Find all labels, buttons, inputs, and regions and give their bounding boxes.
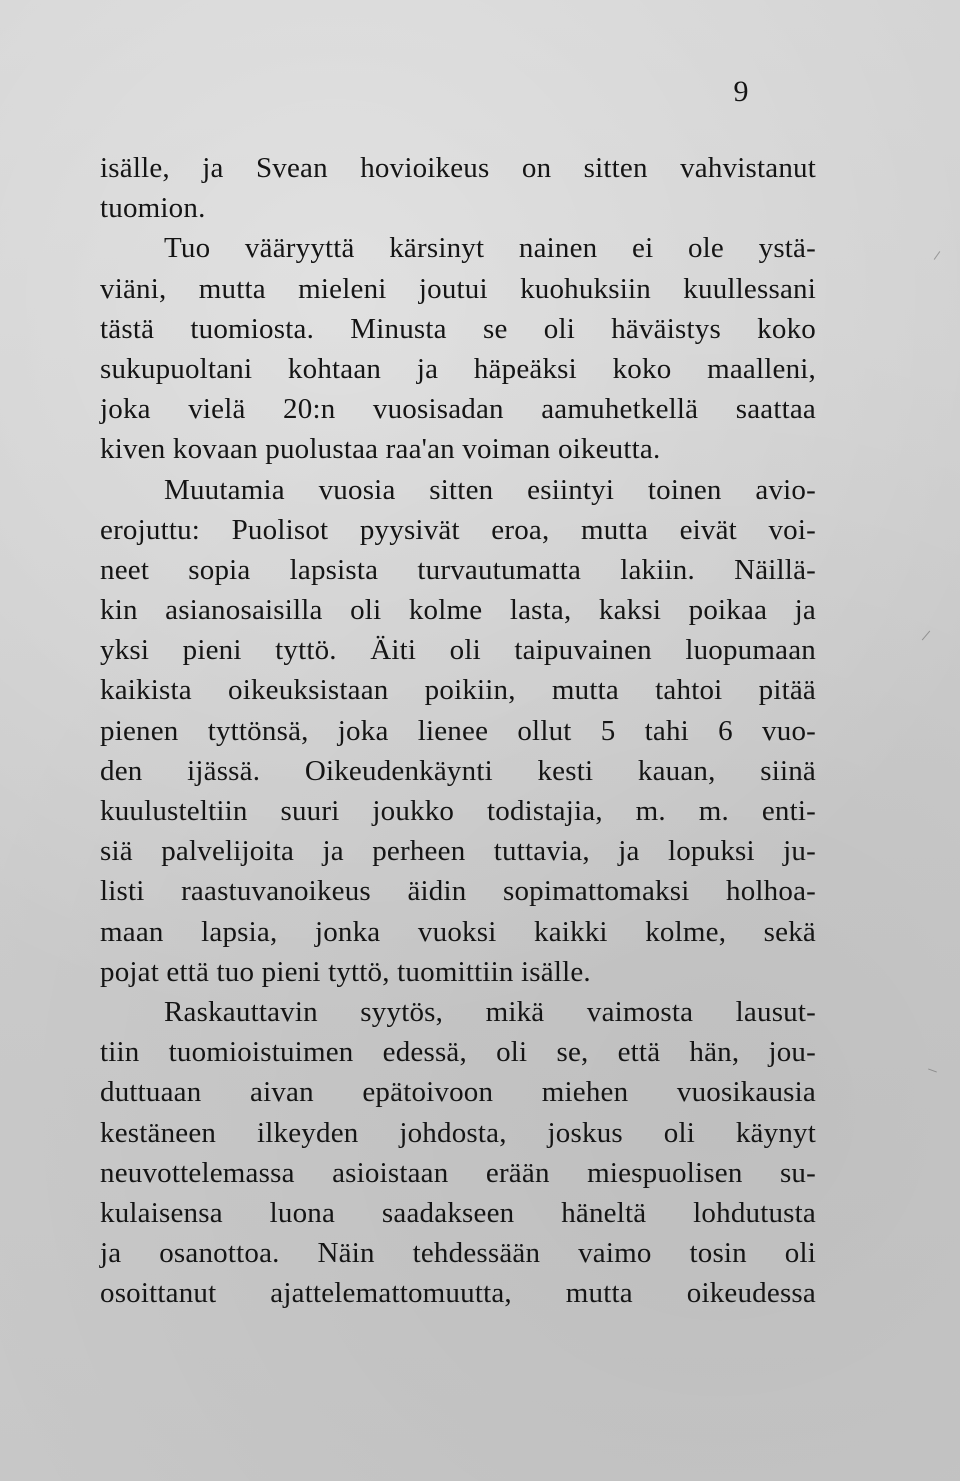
scan-mark	[922, 631, 930, 641]
text-line: kaikista oikeuksistaan poikiin, mutta tahtoi pitää	[100, 674, 816, 707]
text-line: listi raastuvanoikeus äidin sopimattomaksi holhoa-	[100, 875, 816, 908]
text-line: tiin tuomioistuimen edessä, oli se, että hän, jou-	[100, 1036, 816, 1069]
scan-mark	[934, 251, 941, 260]
text-line: erojuttu: Puolisot pyysivät eroa, mutta eivät voi-	[100, 513, 816, 546]
text-line: den ijässä. Oikeudenkäynti kesti kauan, siinä	[100, 754, 816, 787]
text-line: neet sopia lapsista turvautumatta lakiin. Näillä-	[100, 553, 816, 586]
text-line: pojat että tuo pieni tyttö, tuomittiin isälle.	[100, 955, 591, 988]
text-line: kuulusteltiin suuri joukko todistajia, m. m. enti-	[100, 795, 816, 827]
text-line: isälle, ja Svean hovioikeus on sitten vahvistanut	[100, 152, 816, 184]
text-line: maan lapsia, jonka vuoksi kaikki kolme, sekä	[100, 915, 816, 948]
text-line: Tuo vääryyttä kärsinyt nainen ei ole ystä-	[164, 232, 816, 265]
body-text	[100, 148, 816, 1313]
text-line: tästä tuomiosta. Minusta se oli häväistys koko	[100, 312, 816, 345]
text-line: kin asianosaisilla oli kolme lasta, kaksi poikaa ja	[100, 594, 816, 627]
text-line: Muutamia vuosia sitten esiintyi toinen avio-	[164, 473, 816, 506]
text-line: neuvottelemassa asioistaan erään miespuolisen su-	[100, 1156, 816, 1189]
text-line: joka vielä 20:n vuosisadan aamuhetkellä saattaa	[100, 393, 816, 426]
text-line: kiven kovaan puolustaa raa'an voiman oikeutta.	[100, 433, 661, 466]
text-line: sukupuoltani kohtaan ja häpeäksi koko maalleni,	[100, 352, 816, 385]
text-line: pienen tyttönsä, joka lienee ollut 5 tahi 6 vuo-	[100, 714, 816, 747]
text-line: yksi pieni tyttö. Äiti oli taipuvainen luopumaan	[100, 634, 816, 667]
text-line: kestäneen ilkeyden johdosta, joskus oli käynyt	[100, 1116, 816, 1149]
text-line: viäni, mutta mieleni joutui kuohuksiin kuullessani	[100, 272, 816, 305]
text-line: Raskauttavin syytös, mikä vaimosta lausut-	[164, 995, 816, 1028]
text-line: kulaisensa luona saadakseen häneltä lohdutusta	[100, 1196, 816, 1229]
text-line: siä palvelijoita ja perheen tuttavia, ja lopuksi ju-	[100, 835, 816, 868]
text-line: duttuaan aivan epätoivoon miehen vuosikausia	[100, 1076, 816, 1109]
text-line: ja osanottoa. Näin tehdessään vaimo tosin oli	[100, 1237, 816, 1270]
scan-mark	[928, 1068, 937, 1072]
text-line: tuomion.	[100, 192, 206, 225]
page-number: 9	[733, 75, 749, 108]
text-line: osoittanut ajattelemattomuutta, mutta oikeudessa	[100, 1277, 816, 1310]
